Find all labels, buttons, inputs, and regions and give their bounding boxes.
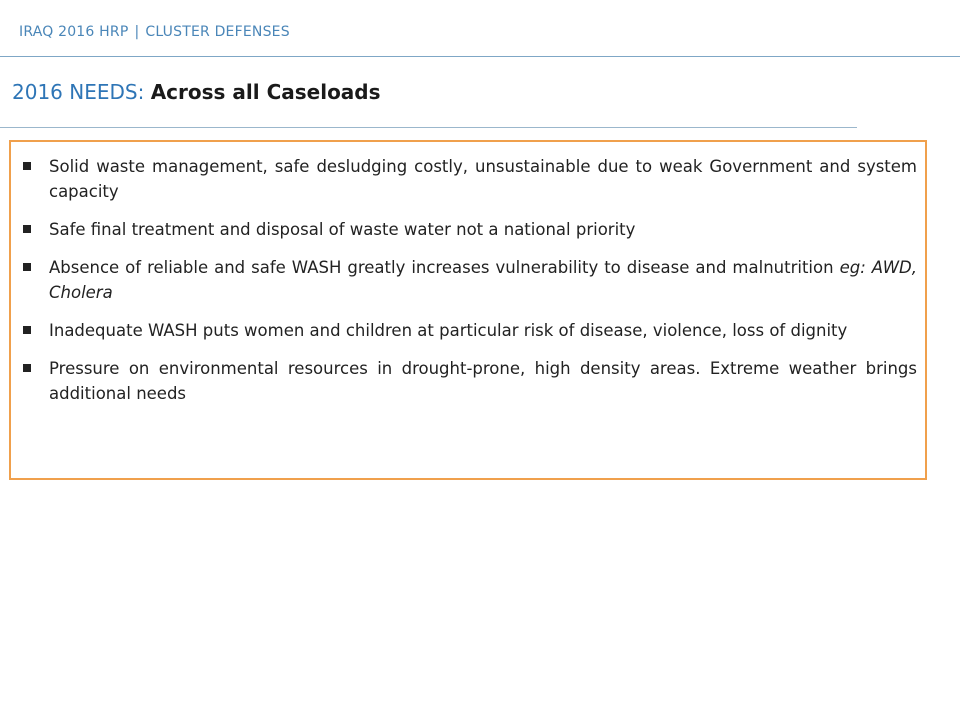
bullet-text: Solid waste management, safe desludging costly, unsustainable due to weak Government and system capacity — [49, 157, 917, 201]
bullet-text: Safe final treatment and disposal of waste water not a national priority — [49, 220, 636, 239]
list-item — [19, 255, 917, 305]
needs-list — [19, 154, 917, 406]
square-bullet-icon — [23, 162, 31, 170]
bullet-text: Inadequate WASH puts women and children at particular risk of disease, violence, loss of dignity — [49, 321, 848, 340]
list-item — [19, 356, 917, 406]
square-bullet-icon — [23, 263, 31, 271]
square-bullet-icon — [23, 364, 31, 372]
list-item — [19, 318, 917, 343]
header-separator: | — [134, 24, 140, 40]
header-divider — [0, 56, 960, 57]
bullet-text-examples: eg: AWD, Cholera — [49, 258, 917, 302]
header-section-name: CLUSTER DEFENSES — [145, 24, 290, 40]
needs-box — [9, 140, 927, 480]
title-label: 2016 NEEDS: — [12, 80, 145, 104]
slide-title — [12, 80, 381, 104]
list-item — [19, 217, 917, 242]
square-bullet-icon — [23, 326, 31, 334]
title-emphasis: Across all Caseloads — [150, 80, 381, 104]
bullet-text — [49, 258, 917, 302]
bullet-text: Pressure on environmental resources in drought-prone, high density areas. Extreme weather brings additional needs — [49, 359, 917, 403]
title-divider — [0, 127, 857, 128]
square-bullet-icon — [23, 225, 31, 233]
header-report-name: IRAQ 2016 HRP — [19, 24, 129, 40]
list-item — [19, 154, 917, 204]
header-breadcrumb — [19, 24, 290, 40]
bullet-text-main: Absence of reliable and safe WASH greatly increases vulnerability to disease and malnutrition — [49, 258, 840, 277]
